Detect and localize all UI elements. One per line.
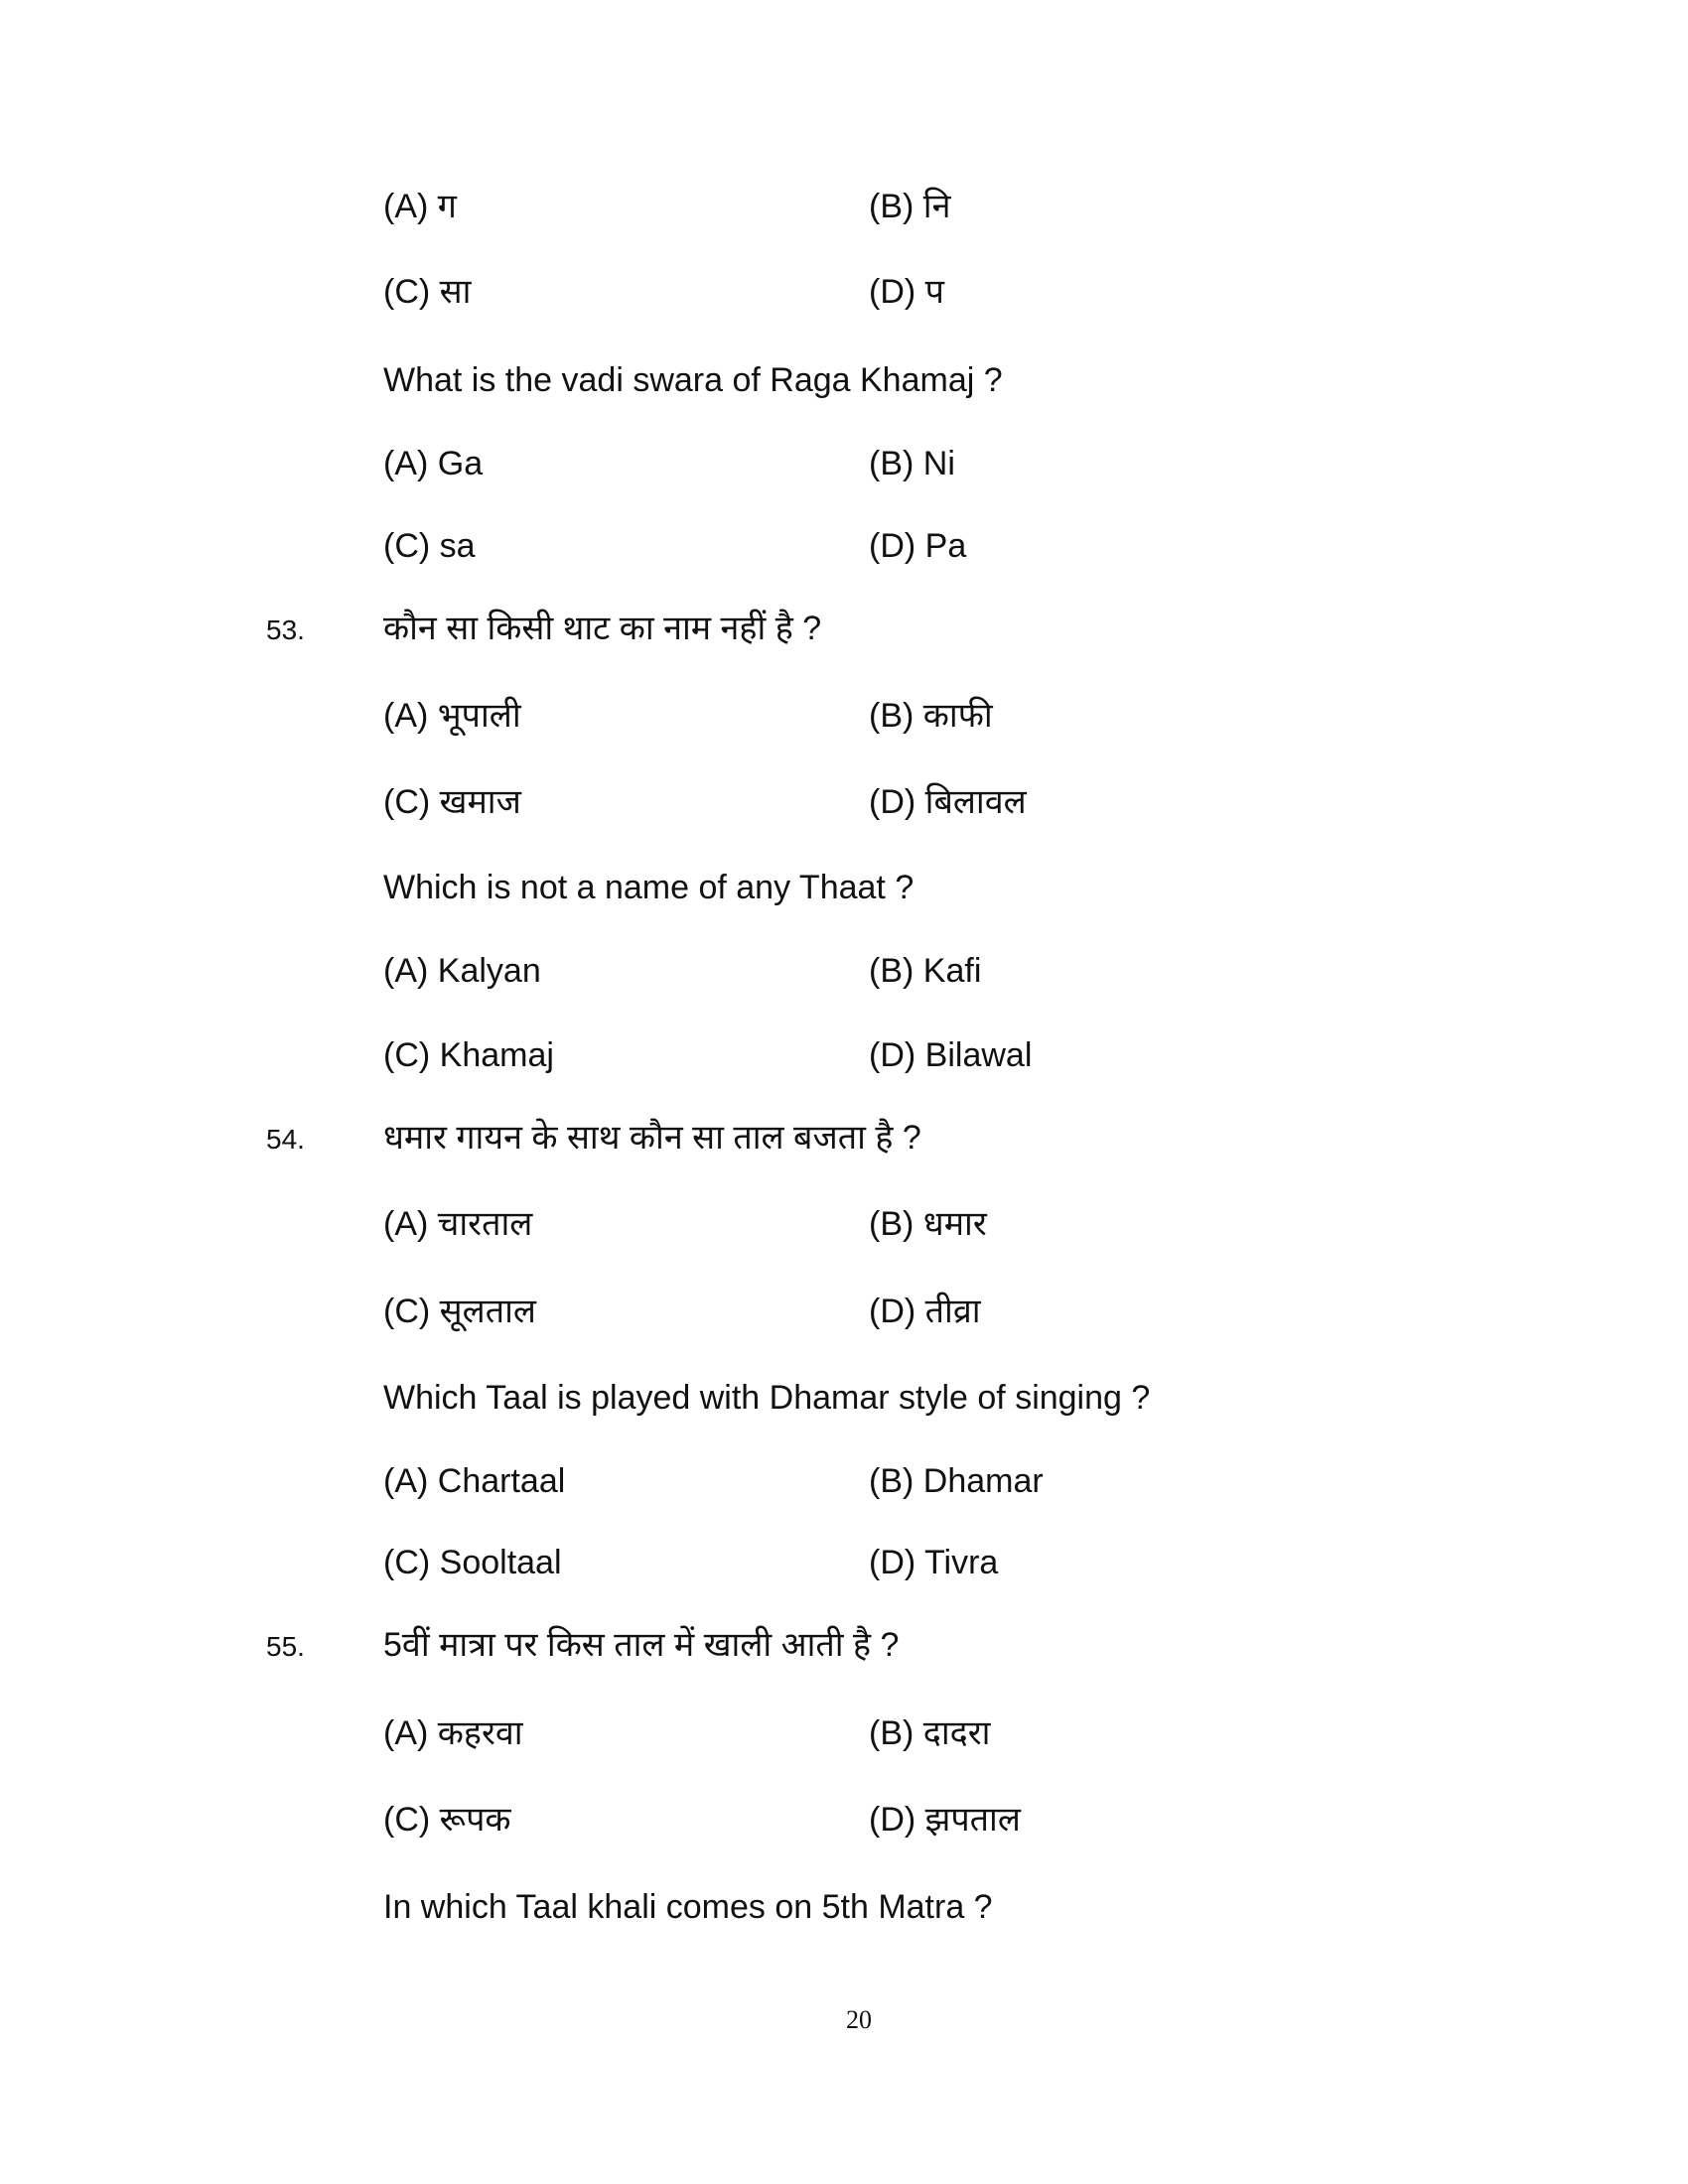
option-b-hindi	[869, 187, 950, 226]
question-english: Which is not a name of any Thaat ?	[383, 869, 914, 906]
page-number: 20	[846, 2005, 872, 2034]
option-label: (B)	[869, 952, 914, 990]
option-text: Kalyan	[437, 952, 541, 990]
option-label: (C)	[383, 1544, 431, 1581]
option-label: (A)	[383, 445, 429, 482]
option-d-hindi	[869, 782, 1027, 822]
option-text: रूपक	[439, 1801, 511, 1839]
option-label: (A)	[383, 1714, 429, 1752]
option-label: (B)	[869, 1714, 914, 1752]
option-c-english	[383, 1543, 562, 1582]
option-text: ग	[437, 188, 457, 225]
option-text: Ni	[922, 445, 955, 482]
option-c-hindi	[383, 272, 471, 312]
option-label: (D)	[869, 1293, 916, 1330]
option-label: (B)	[869, 188, 914, 225]
option-b-english	[869, 444, 955, 483]
option-label: (D)	[869, 783, 916, 821]
option-a-english	[383, 1461, 565, 1501]
question-hindi: 5वीं मात्रा पर किस ताल में खाली आती है ?	[383, 1626, 900, 1664]
option-text: कहरवा	[437, 1714, 523, 1752]
option-d-english	[869, 1543, 998, 1582]
option-label: (C)	[383, 783, 431, 821]
option-a-hindi	[383, 1204, 532, 1244]
option-text: Khamaj	[439, 1036, 554, 1074]
option-text: भूपाली	[437, 697, 521, 735]
option-text: Dhamar	[922, 1462, 1044, 1500]
option-text: खमाज	[439, 783, 521, 821]
option-text: प	[924, 273, 944, 311]
option-text: सूलताल	[439, 1293, 536, 1330]
option-text: झपताल	[924, 1801, 1021, 1839]
option-label: (D)	[869, 1036, 916, 1074]
option-b-hindi	[869, 1713, 990, 1753]
option-label: (C)	[383, 527, 431, 565]
option-label: (C)	[383, 1036, 431, 1074]
option-text: बिलावल	[924, 783, 1027, 821]
option-c-hindi	[383, 1292, 536, 1331]
option-a-english	[383, 951, 541, 991]
option-text: sa	[439, 527, 476, 565]
option-text: Tivra	[924, 1544, 999, 1581]
option-b-hindi	[869, 1204, 987, 1244]
option-label: (A)	[383, 1462, 429, 1500]
option-c-hindi	[383, 782, 521, 822]
option-text: Chartaal	[437, 1462, 566, 1500]
option-a-hindi	[383, 187, 457, 226]
question-english: What is the vadi swara of Raga Khamaj ?	[383, 361, 1003, 399]
option-label: (C)	[383, 273, 431, 311]
option-label: (A)	[383, 188, 429, 225]
option-c-hindi	[383, 1800, 511, 1840]
question-number: 54.	[266, 1124, 305, 1155]
question-english: Which Taal is played with Dhamar style of singing ?	[383, 1379, 1151, 1417]
option-label: (C)	[383, 1801, 431, 1839]
question-number: 53.	[266, 614, 305, 645]
question-hindi: कौन सा किसी थाट का नाम नहीं है ?	[383, 610, 822, 647]
question-number: 55.	[266, 1631, 305, 1662]
option-b-english	[869, 1461, 1044, 1501]
option-a-english	[383, 444, 483, 483]
option-label: (B)	[869, 1205, 914, 1243]
option-label: (A)	[383, 952, 429, 990]
option-text: Sooltaal	[439, 1544, 562, 1581]
option-label: (B)	[869, 697, 914, 735]
option-label: (B)	[869, 445, 914, 482]
option-label: (D)	[869, 273, 916, 311]
option-a-hindi	[383, 1713, 523, 1753]
option-label: (D)	[869, 527, 916, 565]
option-b-hindi	[869, 696, 993, 736]
option-text: धमार	[922, 1205, 987, 1243]
option-text: Kafi	[922, 952, 982, 990]
option-text: दादरा	[922, 1714, 991, 1752]
option-label: (B)	[869, 1462, 914, 1500]
option-label: (A)	[383, 1205, 429, 1243]
option-text: नि	[922, 188, 951, 225]
option-d-english	[869, 1035, 1032, 1075]
option-label: (D)	[869, 1544, 916, 1581]
option-d-hindi	[869, 1292, 981, 1331]
option-text: तीव्रा	[924, 1293, 981, 1330]
option-label: (A)	[383, 697, 429, 735]
option-c-english	[383, 1035, 554, 1075]
option-text: काफी	[922, 697, 993, 735]
option-b-english	[869, 951, 981, 991]
option-text: Pa	[924, 527, 967, 565]
question-english: In which Taal khali comes on 5th Matra ?	[383, 1888, 993, 1926]
question-hindi: धमार गायन के साथ कौन सा ताल बजता है ?	[383, 1119, 921, 1157]
option-text: सा	[439, 273, 472, 311]
option-text: Ga	[437, 445, 484, 482]
option-label: (D)	[869, 1801, 916, 1839]
option-text: चारताल	[437, 1205, 533, 1243]
option-c-english	[383, 526, 476, 566]
option-d-english	[869, 526, 966, 566]
option-label: (C)	[383, 1293, 431, 1330]
option-d-hindi	[869, 272, 944, 312]
option-d-hindi	[869, 1800, 1021, 1840]
option-text: Bilawal	[924, 1036, 1033, 1074]
option-a-hindi	[383, 696, 521, 736]
